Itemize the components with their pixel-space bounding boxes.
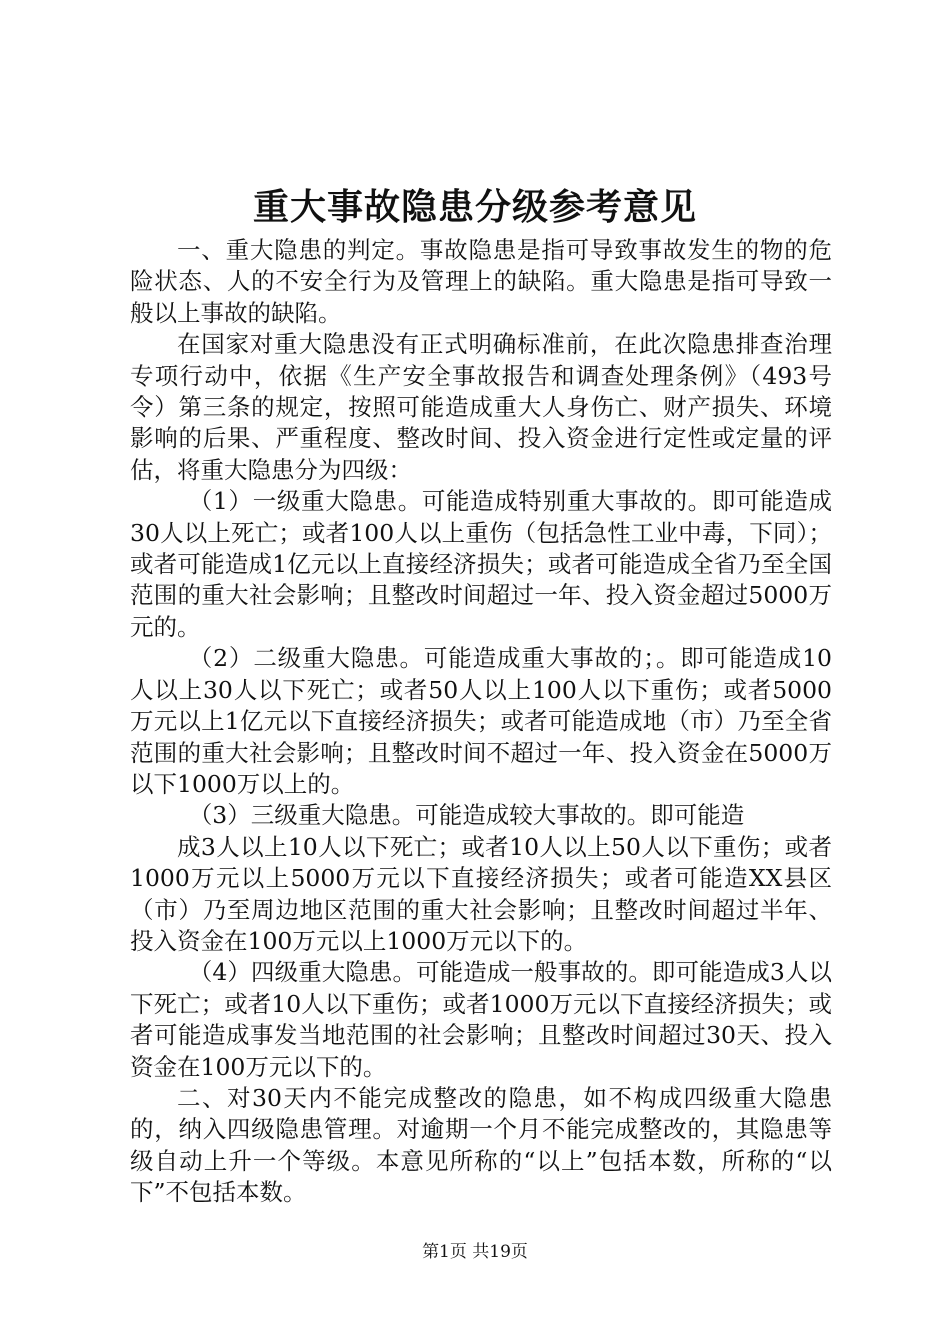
paragraph-level-3-continued: 成3人以上10人以下死亡；或者10人以上50人以下重伤；或者1000万元以上5000万元以下直接经济损失；或者可能造XX县区（市）乃至周边地区范围的重大社会影响；且整改时间超过半年、投入资金在100万元以上1000万元以下的。 xyxy=(130,832,832,955)
paragraph-overdue-rule: 二、对30天内不能完成整改的隐患，如不构成四级重大隐患的，纳入四级隐患管理。对逾期一个月不能完成整改的，其隐患等级自动上升一个等级。本意见所称的“以上”包括本数，所称的“以下”不包括本数。 xyxy=(130,1083,832,1207)
paragraph-level-3-start: （3）三级重大隐患。可能造成较大事故的。即可能造 xyxy=(188,801,745,830)
paragraph-classification-basis: 在国家对重大隐患没有正式明确标准前，在此次隐患排查治理专项行动中，依据《生产安全事故报告和调查处理条例》（493号令）第三条的规定，按照可能造成重大人身伤亡、财产损失、环境影响的后果、严重程度、整改时间、投入资金进行定性或定量的评估，将重大隐患分为四级： xyxy=(130,330,832,484)
paragraph-level-1: （1）一级重大隐患。可能造成特别重大事故的。即可能造成30人以上死亡；或者100人以上重伤（包括急性工业中毒，下同）；或者可能造成1亿元以上直接经济损失；或者可能造成全省乃至全国范围的重大社会影响；且整改时间超过一年、投入资金超过5000万元的。 xyxy=(130,487,832,641)
paragraph-judgement: 一、重大隐患的判定。事故隐患是指可导致事故发生的物的危险状态、人的不安全行为及管理上的缺陷。重大隐患是指可导致一般以上事故的缺陷。 xyxy=(130,236,832,327)
document-title: 重大事故隐患分级参考意见 xyxy=(252,186,697,228)
paragraph-level-2: （2）二级重大隐患。可能造成重大事故的；。即可能造成10人以上30人以下死亡；或者50人以上100人以下重伤；或者5000万元以上1亿元以下直接经济损失；或者可能造成地（市）乃至全省范围的重大社会影响；且整改时间不超过一年、投入资金在5000万以下1000万以上的。 xyxy=(130,644,832,798)
paragraph-level-4: （4）四级重大隐患。可能造成一般事故的。即可能造成3人以下死亡；或者10人以下重伤；或者1000万元以下直接经济损失；或者可能造成事发当地范围的社会影响；且整改时间超过30天、投入资金在100万元以下的。 xyxy=(130,958,832,1081)
page-number-footer: 第1页 共19页 xyxy=(422,1242,528,1262)
document-body xyxy=(130,235,832,1209)
